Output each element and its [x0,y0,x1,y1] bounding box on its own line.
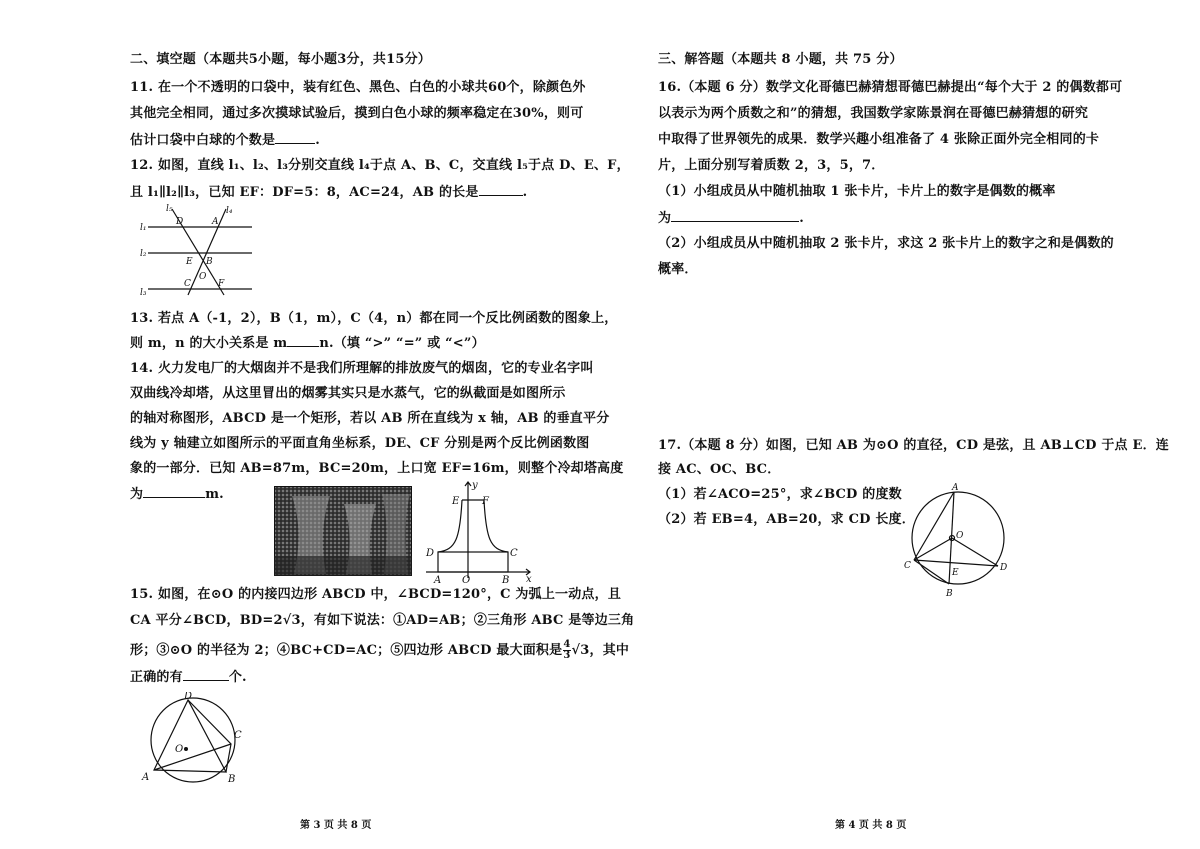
q12-line-2 [130,183,527,202]
point-B: B [946,589,953,599]
q17-part-1: （1）若∠ACO=25°，求∠BCD 的度数 [658,487,902,502]
q14-text: 为 [130,487,144,502]
point-F: F [218,279,225,289]
triangle-ABD [154,700,226,772]
point-O: O [462,575,471,586]
q15-fraction-denominator: 3 [563,650,571,661]
curve-CF [484,500,508,552]
q16-line-2: 以表示为两个质数之和”的猜想，我国数学家陈景润在哥德巴赫猜想的研究 [658,106,1089,121]
point-A: A [142,772,150,783]
q15-line-2: CA 平分∠BCD，BD=2√3，有如下说法：①AD=AB；②三角形 ABC 是等边三角 [130,613,635,628]
q14-answer-blank [143,485,205,498]
segment-AC [914,492,954,560]
q15-text: 形；③⊙O 的半径为 2；④BC+CD=AC；⑤四边形 ABCD 最大面积是 [130,643,563,658]
segment-AC [154,744,231,770]
point-E: E [952,568,959,578]
point-O: O [199,272,207,282]
point-O: O [956,531,964,541]
q14-line-4: 线为 y 轴建立如图所示的平面直角坐标系，DE、CF 分别是两个反比例函数图 [130,436,590,451]
q15-question: 正确的有 [130,670,183,685]
q14-line-3: 的轴对称图形，ABCD 是一个矩形，若以 AB 所在直线为 x 轴，AB 的垂直平分 [130,411,610,426]
q15-inscribed-quadrilateral-figure [138,692,250,788]
point-D: D [1000,563,1008,573]
label-l5: l₅ [166,204,173,214]
q14-line-6 [130,485,224,504]
point-D: D [184,692,193,702]
q14-line-1: 14. 火力发电厂的大烟囱并不是我们所理解的排放废气的烟囱，它的专业名字叫 [130,361,594,376]
q17-line-2: 接 AC、OC、BC． [658,462,781,477]
page-4 [600,0,1200,849]
point-B: B [228,774,236,785]
point-B: B [502,575,510,586]
section-title-fill-blank: 二、填空题（本题共5小题，每小题3分，共15分） [130,52,431,67]
cooling-tower-photo [274,486,412,576]
q12-parallel-lines-figure [140,203,270,299]
point-C: C [234,730,242,741]
segment-OC [914,538,952,560]
q11-answer-blank [275,131,315,144]
point-E: E [452,496,460,507]
label-l3: l₃ [140,288,147,298]
q15-answer-blank [183,668,229,681]
q12-line-1: 12. 如图，直线 l₁、l₂、l₃分别交直线 l₄于点 A、B、C，交直线 l₅于点 D、E、F， [130,158,630,173]
q16-part-2: （2）小组成员从中随机抽取 2 张卡片，求这 2 张卡片上的数字之和是偶数的 [658,236,1114,251]
label-l2: l₂ [140,249,147,259]
q12-text: 且 l₁∥l₂∥l₃，已知 EF：DF=5：8，AC=24，AB 的长是 [130,185,479,200]
q15-line-3 [130,640,629,661]
q15-unit: 个. [228,670,247,685]
center-O-dot [184,747,188,751]
q17-part-2: （2）若 EB=4，AB=20，求 CD 长度． [658,512,915,527]
page-footer: 第 4 页 共 8 页 [835,820,907,831]
point-C: C [510,548,518,559]
q16-line-1: 16.（本题 6 分）数学文化哥德巴赫猜想哥德巴赫提出“每个大于 2 的偶数都可 [658,80,1123,95]
point-A: A [434,575,442,586]
q13-line-2 [130,334,485,353]
q14-cooling-tower-diagram [422,478,537,586]
point-D: D [426,548,435,559]
label-y: y [472,480,478,491]
point-D: D [176,217,184,227]
point-E: E [186,257,193,267]
q16-line-3: 中取得了世界领先的成果．数学兴趣小组准备了 4 张除正面外完全相同的卡 [658,132,1100,147]
chord-CD [914,560,998,566]
q16-part-1-answer [658,209,804,228]
q15-line-1: 15. 如图，在⊙O 的内接四边形 ABCD 中，∠BCD=120°，C 为弧上一动点，且 [130,587,622,602]
label-l4: l₄ [226,206,233,216]
segment-BC [914,560,949,584]
q17-circle-diameter-figure [904,482,1016,600]
q13-hint: n.（填 “>” “=” 或 “<”） [319,336,485,351]
point-A: A [212,217,219,227]
q16-answer-blank [671,209,799,222]
section-title-answer: 三、解答题（本题共 8 小题，共 75 分） [658,52,903,67]
point-O: O [175,744,184,755]
q14-unit: m. [205,487,224,502]
label-x: x [526,574,532,585]
q15-line-4 [130,668,247,687]
q16-part-2-cont: 概率． [658,262,698,277]
rectangle-ABCD [438,552,508,572]
curve-DE [438,500,462,552]
q12-answer-blank [479,183,523,196]
segments-DC-CB [188,700,231,772]
q13-text: 则 m，n 的大小关系是 m [130,336,288,351]
label-l1: l₁ [140,223,147,233]
q11-line-3 [130,131,320,150]
q11-period: . [315,133,320,148]
point-C: C [904,561,911,571]
q16-part-1-text: 为 [658,211,672,226]
q16-period: . [799,211,804,226]
q16-part-1: （1）小组成员从中随机抽取 1 张卡片，卡片上的数字是偶数的概率 [658,184,1056,199]
q15-fraction [563,640,570,661]
q14-line-2: 双曲线冷却塔，从这里冒出的烟雾其实只是水蒸气，它的纵截面是如图所示 [130,386,566,401]
point-B: B [206,257,213,267]
q12-period: . [522,185,528,200]
q11-text: 估计口袋中白球的个数是 [130,133,276,148]
point-C: C [184,279,191,289]
q13-answer-blank [287,334,319,347]
segment-OD [952,538,998,566]
point-A: A [952,483,959,493]
q14-line-5: 象的一部分．已知 AB=87m，BC=20m，上口宽 EF=16m，则整个冷却塔高度 [130,461,624,476]
q11-line-2: 其他完全相同，通过多次摸球试验后，摸到白色小球的频率稳定在30%，则可 [130,106,584,121]
q11-line-1: 11. 在一个不透明的口袋中，装有红色、黑色、白色的小球共60个，除颜色外 [130,80,586,95]
q15-text-end: √3，其中 [571,643,630,658]
q16-line-4: 片，上面分别写着质数 2，3，5，7． [658,158,885,173]
q13-line-1: 13. 若点 A（-1，2），B（1，m），C（4，n）都在同一个反比例函数的图象上， [130,311,618,326]
q15-fraction-numerator: 4 [563,639,571,650]
q17-line-1: 17.（本题 8 分）如图，已知 AB 为⊙O 的直径，CD 是弦，且 AB⊥CD 于点 E．连 [658,438,1169,453]
point-F: F [482,496,489,507]
page-footer: 第 3 页 共 8 页 [300,820,372,831]
